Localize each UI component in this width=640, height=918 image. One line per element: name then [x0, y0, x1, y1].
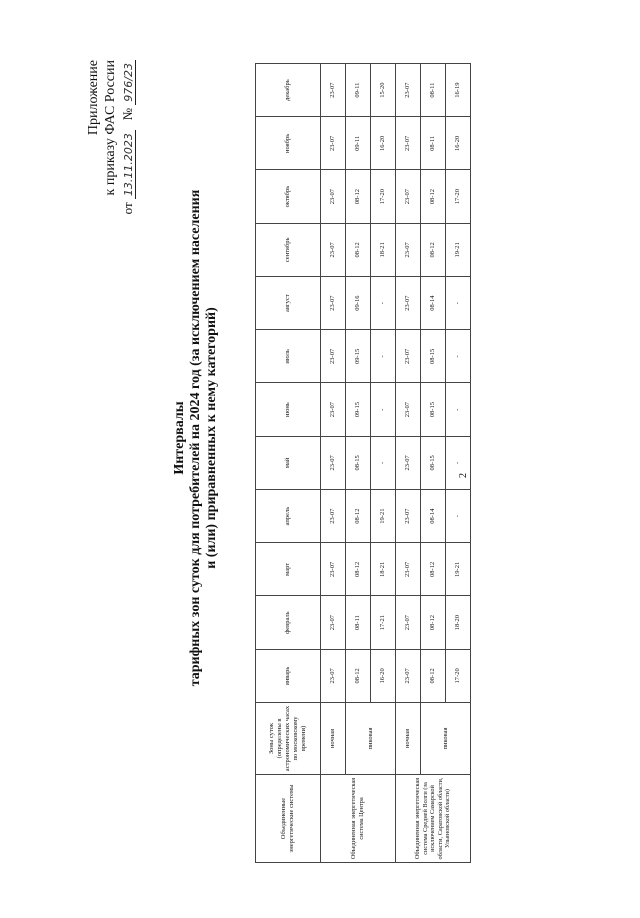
table-cell: 16-20: [446, 117, 471, 170]
table-cell: 23-07: [396, 383, 421, 436]
appendix-label: Приложение: [86, 60, 101, 136]
header-month: декабрь: [256, 64, 321, 117]
table-cell: 08-12: [346, 223, 371, 276]
header-system: Объединенные энергетические системы: [256, 775, 321, 863]
table-cell: -: [371, 436, 396, 489]
table-cell: 16-19: [446, 64, 471, 117]
table-cell: 23-07: [396, 436, 421, 489]
appendix-stamp: [85, 60, 137, 260]
table-cell: 23-07: [396, 64, 421, 117]
table-cell: 08-14: [421, 277, 446, 330]
table-cell: 23-07: [321, 277, 346, 330]
table-cell: 18-20: [446, 596, 471, 649]
header-month: март: [256, 543, 321, 596]
table-cell: 19-21: [446, 543, 471, 596]
table-cell: 08-11: [346, 596, 371, 649]
appendix-date-line: [119, 60, 137, 260]
table-cell: 08-15: [421, 436, 446, 489]
table-cell: 17-21: [371, 596, 396, 649]
table-cell: 19-21: [446, 223, 471, 276]
table-cell: 23-07: [321, 649, 346, 702]
table-cell: -: [446, 330, 471, 383]
table-cell: 23-07: [321, 596, 346, 649]
table-cell: 08-12: [421, 596, 446, 649]
header-month: июль: [256, 330, 321, 383]
header-month: сентябрь: [256, 223, 321, 276]
table-cell: 08-12: [421, 223, 446, 276]
table-cell: 23-07: [396, 543, 421, 596]
table-cell: -: [371, 277, 396, 330]
header-month: апрель: [256, 490, 321, 543]
header-month: июнь: [256, 383, 321, 436]
title-line-3: и (или) приравненных к нему категорий): [204, 307, 219, 569]
table-cell: 16-20: [371, 117, 396, 170]
table-cell: 17-20: [446, 170, 471, 223]
table-cell: -: [446, 436, 471, 489]
table-cell: 23-07: [321, 436, 346, 489]
table-cell: 23-07: [321, 223, 346, 276]
table-cell: 23-07: [321, 117, 346, 170]
header-month: январь: [256, 649, 321, 702]
header-month: октябрь: [256, 170, 321, 223]
table-cell: 23-07: [396, 596, 421, 649]
table-cell: 17-20: [446, 649, 471, 702]
zone-label-night: ночная: [321, 703, 346, 775]
handwritten-number: 976/23: [122, 60, 136, 105]
table-cell: 15-20: [371, 64, 396, 117]
table-cell: 08-12: [421, 649, 446, 702]
table-row-night: [396, 64, 421, 863]
table-cell: 09-16: [346, 277, 371, 330]
header-zone: Зоны суток (определены в астрономических часах по московскому времени): [256, 703, 321, 775]
table-cell: 09-15: [346, 330, 371, 383]
table-cell: 09-11: [346, 64, 371, 117]
table-cell: 18-21: [371, 543, 396, 596]
appendix-order: к приказу ФАС России: [103, 60, 118, 196]
table-cell: 23-07: [321, 383, 346, 436]
document-title: [172, 188, 220, 688]
table-cell: 08-15: [421, 330, 446, 383]
table-cell: 23-07: [396, 490, 421, 543]
energy-system-name: Объединенная энергетическая система Средней Волги (за исключением Самарской области, Саратовской области, Ульяновской области): [396, 775, 471, 863]
table-cell: 23-07: [321, 490, 346, 543]
table-cell: 23-07: [321, 543, 346, 596]
table-cell: 23-07: [321, 64, 346, 117]
zone-label-night: ночная: [396, 703, 421, 775]
table-cell: 08-12: [421, 170, 446, 223]
handwritten-date: 13.11.2023: [122, 130, 136, 199]
table-cell: 08-15: [421, 383, 446, 436]
table-row-peak: [346, 64, 371, 863]
energy-system-name: Объединенная энергетическая система Центра: [321, 775, 396, 863]
table-cell: 17-20: [371, 170, 396, 223]
table-cell: 23-07: [396, 223, 421, 276]
table-cell: 08-12: [346, 543, 371, 596]
table-row-night: [321, 64, 346, 863]
number-prefix: №: [120, 107, 135, 121]
header-month: ноябрь: [256, 117, 321, 170]
zone-label-peak: пиковая: [421, 703, 471, 775]
table-cell: 08-11: [421, 64, 446, 117]
table-cell: 23-07: [321, 330, 346, 383]
table-cell: -: [371, 330, 396, 383]
table-cell: 23-07: [396, 649, 421, 702]
tariff-zones-table: [255, 63, 471, 863]
title-line-2: тарифных зон суток для потребителей на 2024 год (за исключением населения: [188, 189, 203, 687]
zone-label-peak: пиковая: [346, 703, 396, 775]
table-cell: 23-07: [396, 170, 421, 223]
table-cell: -: [446, 277, 471, 330]
table-cell: 16-20: [371, 649, 396, 702]
table-cell: 09-11: [346, 117, 371, 170]
table-cell: 23-07: [321, 170, 346, 223]
table-row-peak: [421, 64, 446, 863]
table-cell: 08-12: [346, 490, 371, 543]
table-cell: 23-07: [396, 277, 421, 330]
table-cell: 19-21: [371, 490, 396, 543]
header-month: май: [256, 436, 321, 489]
table-cell: 18-21: [371, 223, 396, 276]
table-cell: 09-15: [346, 383, 371, 436]
table-header-row: [256, 64, 321, 863]
table-cell: -: [371, 383, 396, 436]
header-month: февраль: [256, 596, 321, 649]
table-cell: 08-15: [346, 436, 371, 489]
table-cell: 23-07: [396, 117, 421, 170]
table-cell: 08-14: [421, 490, 446, 543]
table-cell: -: [446, 383, 471, 436]
date-prefix: от: [120, 202, 135, 215]
table-cell: 08-12: [346, 170, 371, 223]
header-month: август: [256, 277, 321, 330]
table-cell: 08-11: [421, 117, 446, 170]
table-cell: 08-12: [421, 543, 446, 596]
table-cell: 08-12: [346, 649, 371, 702]
table-cell: -: [446, 490, 471, 543]
title-line-1: Интервалы: [172, 401, 187, 475]
page-number: 2: [458, 473, 469, 478]
table-cell: 23-07: [396, 330, 421, 383]
